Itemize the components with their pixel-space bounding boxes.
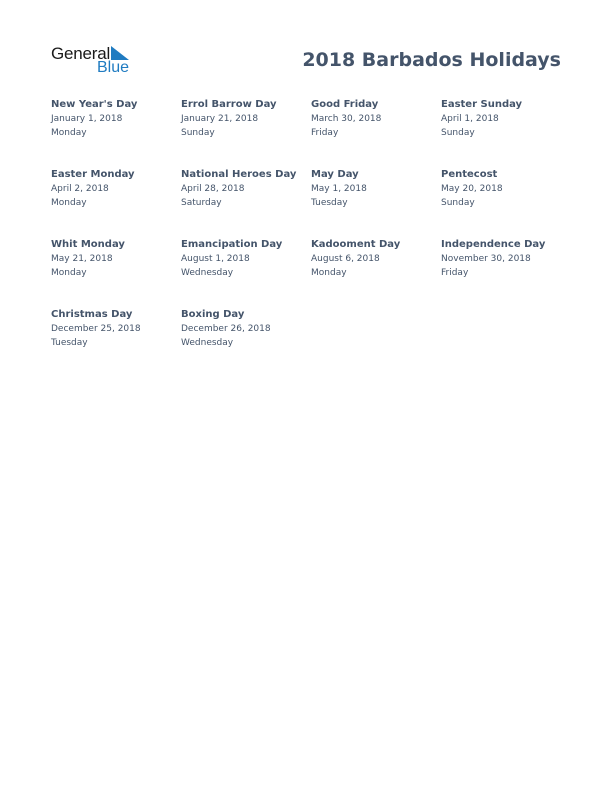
holiday-weekday: Monday xyxy=(311,268,347,278)
holiday-item xyxy=(311,168,441,210)
holiday-weekday: Sunday xyxy=(441,128,475,138)
holiday-item xyxy=(441,168,571,210)
holiday-name: Errol Barrow Day xyxy=(181,99,277,110)
holiday-item xyxy=(51,168,181,210)
holiday-name: Whit Monday xyxy=(51,239,125,250)
holiday-date: December 26, 2018 xyxy=(181,324,271,334)
holiday-item xyxy=(181,168,311,210)
holiday-weekday: Friday xyxy=(441,268,469,278)
holiday-date: May 1, 2018 xyxy=(311,184,367,194)
brand-logo xyxy=(51,44,141,78)
holiday-weekday: Tuesday xyxy=(311,198,348,208)
holiday-item xyxy=(51,98,181,140)
holiday-item xyxy=(181,238,311,280)
holiday-name: Easter Monday xyxy=(51,169,135,180)
holiday-name: Independence Day xyxy=(441,239,546,250)
page-title: 2018 Barbados Holidays xyxy=(302,49,561,71)
logo-word-general: General xyxy=(51,44,111,63)
holiday-date: April 1, 2018 xyxy=(441,114,499,124)
holiday-date: August 1, 2018 xyxy=(181,254,250,264)
holiday-weekday: Tuesday xyxy=(51,338,88,348)
holiday-weekday: Friday xyxy=(311,128,339,138)
holiday-name: New Year's Day xyxy=(51,99,138,110)
holiday-name: May Day xyxy=(311,169,359,180)
holiday-name: Boxing Day xyxy=(181,309,245,320)
holiday-name: Easter Sunday xyxy=(441,99,523,110)
holiday-name: Pentecost xyxy=(441,169,498,180)
holiday-date: January 1, 2018 xyxy=(51,114,123,124)
holiday-item xyxy=(181,98,311,140)
holiday-name: Good Friday xyxy=(311,99,379,110)
holiday-item xyxy=(51,308,181,350)
holiday-date: March 30, 2018 xyxy=(311,114,382,124)
holiday-item xyxy=(311,238,441,280)
holiday-name: National Heroes Day xyxy=(181,169,297,180)
holiday-name: Christmas Day xyxy=(51,309,133,320)
holiday-date: April 2, 2018 xyxy=(51,184,109,194)
holiday-weekday: Saturday xyxy=(181,198,222,208)
holiday-item xyxy=(441,98,571,140)
holiday-name: Kadooment Day xyxy=(311,239,401,250)
logo-word-blue: Blue xyxy=(97,59,130,76)
holiday-item xyxy=(441,238,571,280)
holiday-name: Emancipation Day xyxy=(181,239,283,250)
holiday-date: May 20, 2018 xyxy=(441,184,503,194)
holiday-date: December 25, 2018 xyxy=(51,324,141,334)
holiday-item xyxy=(51,238,181,280)
holiday-weekday: Wednesday xyxy=(181,268,234,278)
holiday-date: August 6, 2018 xyxy=(311,254,380,264)
holiday-weekday: Sunday xyxy=(181,128,215,138)
holiday-weekday: Monday xyxy=(51,128,87,138)
holiday-date: April 28, 2018 xyxy=(181,184,245,194)
holiday-item xyxy=(181,308,311,350)
logo-triangle-icon xyxy=(111,46,129,60)
holiday-weekday: Sunday xyxy=(441,198,475,208)
holiday-item xyxy=(311,98,441,140)
holiday-date: May 21, 2018 xyxy=(51,254,113,264)
holiday-weekday: Monday xyxy=(51,268,87,278)
holiday-weekday: Monday xyxy=(51,198,87,208)
holiday-weekday: Wednesday xyxy=(181,338,234,348)
holiday-date: November 30, 2018 xyxy=(441,254,531,264)
holiday-date: January 21, 2018 xyxy=(181,114,259,124)
